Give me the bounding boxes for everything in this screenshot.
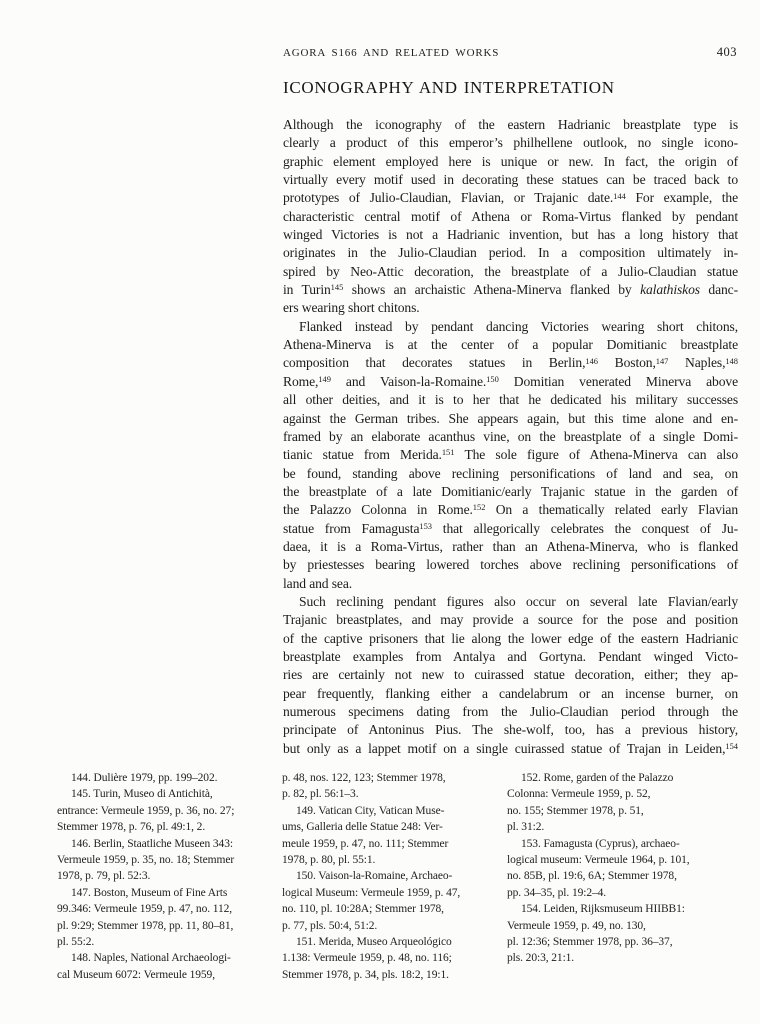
body-line: of the captive prisoners that lie along the lower edge of the eastern Hadrianic xyxy=(283,630,738,646)
footnote-column xyxy=(282,770,488,983)
footnote-line: p. 48, nos. 122, 123; Stemmer 1978, xyxy=(282,772,446,784)
footnote-entry xyxy=(507,901,713,967)
footnote-line: p. 82, pl. 56:1–3. xyxy=(282,788,359,801)
paragraph xyxy=(283,318,738,593)
footnote-line: 154. Leiden, Rijksmuseum HIIBB1: xyxy=(521,903,685,916)
footnote-line: 151. Merida, Museo Arqueológico xyxy=(296,936,452,949)
footnote-line: Vermeule 1959, p. 35, no. 18; Stemmer xyxy=(57,854,235,867)
body-line: composition that decorates statues in Berlin,$^{146}$ Boston,$^{147}$ Naples,$^{148}$ xyxy=(283,355,738,371)
body-line: be found, standing above reclining personifications of land and sea, on xyxy=(283,465,738,481)
footnote-line: ums, Galleria delle Statue 248: Ver- xyxy=(282,821,443,834)
body-line: Athena-Minerva is at the center of a popular Domitianic breastplate xyxy=(283,337,738,353)
body-line: but only as a lappet motif on a single cuirassed statue of Trajan in Leiden,$^{154}$ xyxy=(283,740,738,756)
body-line: ries are certainly not new to cuirassed statue decoration, either; they ap- xyxy=(283,667,738,683)
footnote-entry xyxy=(57,770,263,786)
body-line: characteristic central motif of Athena or Roma-Virtus flanked by pendant xyxy=(283,208,738,224)
footnote-column xyxy=(507,770,713,983)
body-line: pear frequently, flanking either a candelabrum or an incense burner, on xyxy=(283,685,738,701)
body-line: in Turin$^{145}$ shows an archaistic Athena-Minerva flanked by kalathiskos danc- xyxy=(283,282,738,298)
footnotes xyxy=(57,770,713,983)
footnote-line: 149. Vatican City, Vatican Muse- xyxy=(296,804,445,817)
body-text xyxy=(283,116,738,758)
footnote-entry xyxy=(57,836,263,885)
body-line: Flanked instead by pendant dancing Victories wearing short chitons, xyxy=(299,318,738,334)
footnote-line: 99.346: Vermeule 1959, p. 47, no. 112, xyxy=(57,903,233,916)
footnote-entry xyxy=(57,885,263,951)
body-line: spired by Neo-Attic decoration, the breastplate of a Julio-Claudian statue xyxy=(283,263,738,279)
footnote-line: meule 1959, p. 47, no. 111; Stemmer xyxy=(282,837,449,850)
footnote-entry xyxy=(282,934,488,983)
footnote-line: 150. Vaison-la-Romaine, Archaeo- xyxy=(296,870,453,883)
footnote-line: pl. 9:29; Stemmer 1978, pp. 11, 80–81, xyxy=(57,919,234,932)
footnote-column xyxy=(57,770,263,983)
footnote-line: pls. 20:3, 21:1. xyxy=(507,952,575,965)
paragraph xyxy=(283,593,738,758)
body-line: graphic element employed here is unique or new. In fact, the origin of xyxy=(283,153,738,169)
footnote-line: Stemmer 1978, p. 76, pl. 49:1, 2. xyxy=(57,821,206,834)
footnote-entry xyxy=(57,786,263,835)
footnote-line: 152. Rome, garden of the Palazzo xyxy=(521,772,674,784)
footnote-line: pp. 34–35, pl. 19:2–4. xyxy=(507,886,607,899)
body-line: Such reclining pendant figures also occur on several late Flavian/early xyxy=(299,593,738,609)
footnote-line: no. 85B, pl. 19:6, 6A; Stemmer 1978, xyxy=(507,870,677,883)
footnote-entry xyxy=(282,770,488,803)
footnote-line: 147. Boston, Museum of Fine Arts xyxy=(71,886,228,899)
footnote-line: pl. 55:2. xyxy=(57,936,95,949)
body-line: breastplate examples from Antalya and Gortyna. Pendant winged Victo- xyxy=(283,648,738,664)
footnote-line: 1978, p. 79, pl. 52:3. xyxy=(57,870,151,883)
footnote-entry xyxy=(507,770,713,836)
footnote-line: 148. Naples, National Archaeologi- xyxy=(71,952,231,965)
body-line: virtually every motif used in decorating these statues can be traced back to xyxy=(283,172,738,188)
body-line: winged Victories is not a Hadrianic invention, but has a long history that xyxy=(283,227,738,243)
footnote-entry xyxy=(507,836,713,902)
footnote-entry xyxy=(282,868,488,934)
footnote-line: p. 77, pls. 50:4, 51:2. xyxy=(282,919,378,932)
body-line: framed by an elaborate acanthus vine, on the breastplate of a single Domi- xyxy=(283,428,738,444)
footnote-line: Vermeule 1959, p. 49, no. 130, xyxy=(507,919,646,932)
footnote-line: entrance: Vermeule 1959, p. 36, no. 27; xyxy=(57,804,235,817)
footnote-entry xyxy=(282,803,488,869)
body-line: statue from Famagusta$^{153}$ that allegorically celebrates the conquest of Ju- xyxy=(283,520,738,536)
footnote-line: 153. Famagusta (Cyprus), archaeo- xyxy=(521,837,680,850)
body-line: clearly a product of this emperor’s philhellene outlook, no single icono- xyxy=(283,135,738,151)
body-line: originates in the Julio-Claudian period. In a composition ultimately in- xyxy=(283,245,738,261)
body-line: by priestesses bearing lowered torches above reclining personifications of xyxy=(283,557,738,573)
footnote-line: pl. 12:36; Stemmer 1978, pp. 36–37, xyxy=(507,936,673,949)
body-line: prototypes of Julio-Claudian, Flavian, or Trajanic date.$^{144}$ For example, the xyxy=(283,190,739,206)
body-line: numerous specimens dating from the Julio-Claudian period through the xyxy=(283,704,738,719)
footnote-line: cal Museum 6072: Vermeule 1959, xyxy=(57,968,215,981)
footnote-line: Colonna: Vermeule 1959, p. 52, xyxy=(507,788,651,801)
body-line: all other deities, and it is to her that he dedicated his military successes xyxy=(283,392,738,408)
body-line: Trajanic breastplates, and may provide a source for the pose and position xyxy=(283,612,738,628)
footnote-line: 145. Turin, Museo di Antichità, xyxy=(71,788,213,801)
footnote-line: pl. 31:2. xyxy=(507,821,545,834)
footnote-line: Stemmer 1978, p. 34, pls. 18:2, 19:1. xyxy=(282,968,449,981)
body-line: daea, it is a Roma-Virtus, rather than an Athena-Minerva, who is flanked xyxy=(283,538,738,554)
section-title: ICONOGRAPHY AND INTERPRETATION xyxy=(283,78,615,97)
body-line: land and sea. xyxy=(283,575,353,591)
body-line: principate of Antoninus Pius. The she-wolf, too, has a previous history, xyxy=(283,722,738,738)
body-line: ers wearing short chitons. xyxy=(283,300,420,316)
body-line: Rome,$^{149}$ and Vaison-la-Romaine.$^{150}$ Domitian venerated Minerva above xyxy=(283,373,738,389)
footnote-line: 146. Berlin, Staatliche Museen 343: xyxy=(71,837,233,850)
footnote-line: logical Museum: Vermeule 1959, p. 47, xyxy=(282,886,461,899)
footnote-line: 1.138: Vermeule 1959, p. 48, no. 116; xyxy=(282,952,452,965)
paragraph xyxy=(283,116,738,318)
body-line: Although the iconography of the eastern Hadrianic breastplate type is xyxy=(283,117,738,132)
running-head xyxy=(283,45,737,60)
footnote-entry xyxy=(57,950,263,983)
footnote-line: no. 155; Stemmer 1978, p. 51, xyxy=(507,804,644,817)
footnote-line: logical museum: Vermeule 1964, p. 101, xyxy=(507,854,690,867)
body-line: the breastplate of a late Domitianic/early Trajanic statue in the garden of xyxy=(283,483,738,499)
body-line: the Palazzo Colonna in Rome.$^{152}$ On a thematically related early Flavian xyxy=(283,502,738,518)
body-line: tianic statue from Merida.$^{151}$ The sole figure of Athena-Minerva can also xyxy=(283,447,738,463)
footnote-line: 144. Dulière 1979, pp. 199–202. xyxy=(71,772,218,784)
footnote-line: 1978, p. 80, pl. 55:1. xyxy=(282,854,376,867)
body-line: against the German tribes. She appears again, but this time alone and en- xyxy=(283,410,738,426)
footnote-line: no. 110, pl. 10:28A; Stemmer 1978, xyxy=(282,903,444,916)
running-head-title: AGORA S166 AND RELATED WORKS xyxy=(283,47,500,59)
page-number: 403 xyxy=(716,45,737,59)
